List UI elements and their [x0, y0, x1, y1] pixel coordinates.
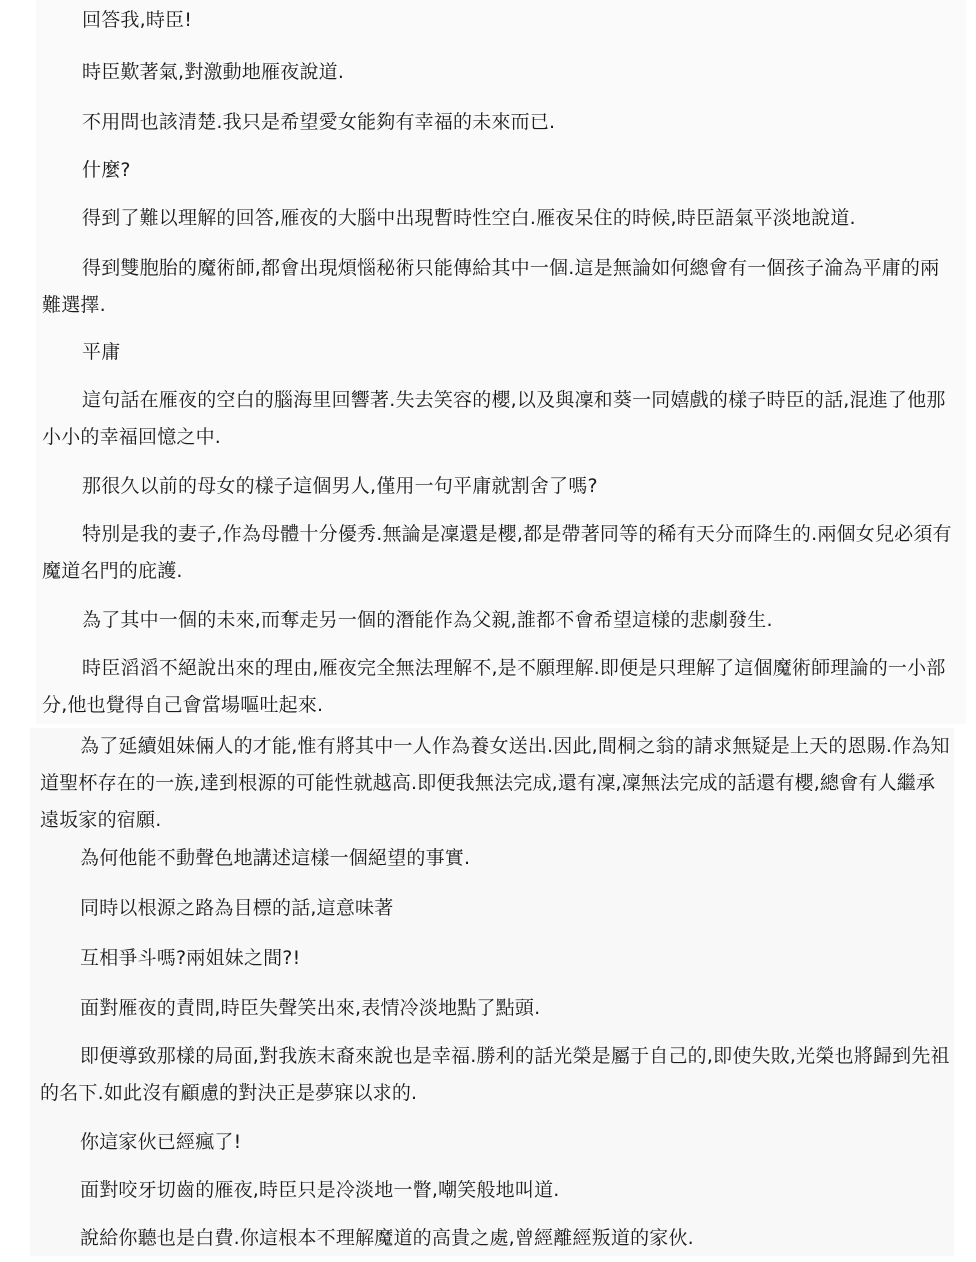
paragraph: 這句話在雁夜的空白的腦海里回響著.失去笑容的櫻,以及與凜和葵一同嬉戲的樣子時臣的話,混進了他那小小的幸福回憶之中.	[42, 389, 946, 448]
paragraph: 互相爭斗嗎?兩姐妹之間?!	[80, 947, 301, 969]
paragraph: 你這家伙已經瘋了!	[80, 1131, 242, 1153]
paragraph: 得到了難以理解的回答,雁夜的大腦中出現暫時性空白.雁夜呆住的時候,時臣語氣平淡地說道.	[82, 207, 856, 229]
paragraph: 面對咬牙切齒的雁夜,時臣只是冷淡地一瞥,嘲笑般地叫道.	[80, 1179, 560, 1201]
paragraph: 為了其中一個的未來,而奪走另一個的潛能作為父親,誰都不會希望這樣的悲劇發生.	[82, 609, 773, 631]
paragraph: 那很久以前的母女的樣子這個男人,僅用一句平庸就割舍了嗎?	[82, 475, 598, 497]
paragraph: 說給你聽也是白費.你這根本不理解魔道的高貴之處,曾經離經叛道的家伙.	[80, 1227, 694, 1249]
paragraph: 時臣滔滔不絕說出來的理由,雁夜完全無法理解不,是不願理解.即便是只理解了這個魔術師理論的一小部分,他也覺得自己會當場嘔吐起來.	[42, 657, 946, 716]
paragraph: 平庸	[82, 341, 121, 363]
text-page-top	[36, 0, 966, 724]
paragraph: 什麼?	[82, 159, 131, 181]
paragraph: 面對雁夜的責問,時臣失聲笑出來,表情冷淡地點了點頭.	[80, 997, 541, 1019]
paragraph: 回答我,時臣!	[82, 9, 193, 31]
text-page-bottom	[30, 728, 954, 1256]
paragraph: 即便導致那樣的局面,對我族末裔來說也是幸福.勝利的話光榮是屬于自己的,即使失敗,光榮也將歸到先祖的名下.如此沒有顧慮的對決正是夢寐以求的.	[40, 1045, 950, 1104]
paragraph: 得到雙胞胎的魔術師,都會出現煩惱秘術只能傳給其中一個.這是無論如何總會有一個孩子淪為平庸的兩難選擇.	[42, 257, 940, 316]
paragraph: 時臣歎著氣,對激動地雁夜說道.	[82, 61, 345, 83]
paragraph: 為了延續姐妹倆人的才能,惟有將其中一人作為養女送出.因此,間桐之翁的請求無疑是上天的恩賜.作為知道聖杯存在的一族,達到根源的可能性就越高.即便我無法完成,還有凜,凜無法完成的話還有櫻,總會有人繼承遠坂家的宿願.	[40, 735, 950, 831]
paragraph: 不用問也該清楚.我只是希望愛女能夠有幸福的未來而已.	[82, 111, 556, 133]
paragraph: 同時以根源之路為目標的話,這意味著	[80, 897, 394, 919]
paragraph: 為何他能不動聲色地講述這樣一個絕望的事實.	[80, 847, 471, 869]
paragraph: 特別是我的妻子,作為母體十分優秀.無論是凜還是櫻,都是帶著同等的稀有天分而降生的.兩個女兒必須有魔道名門的庇護.	[42, 523, 952, 582]
